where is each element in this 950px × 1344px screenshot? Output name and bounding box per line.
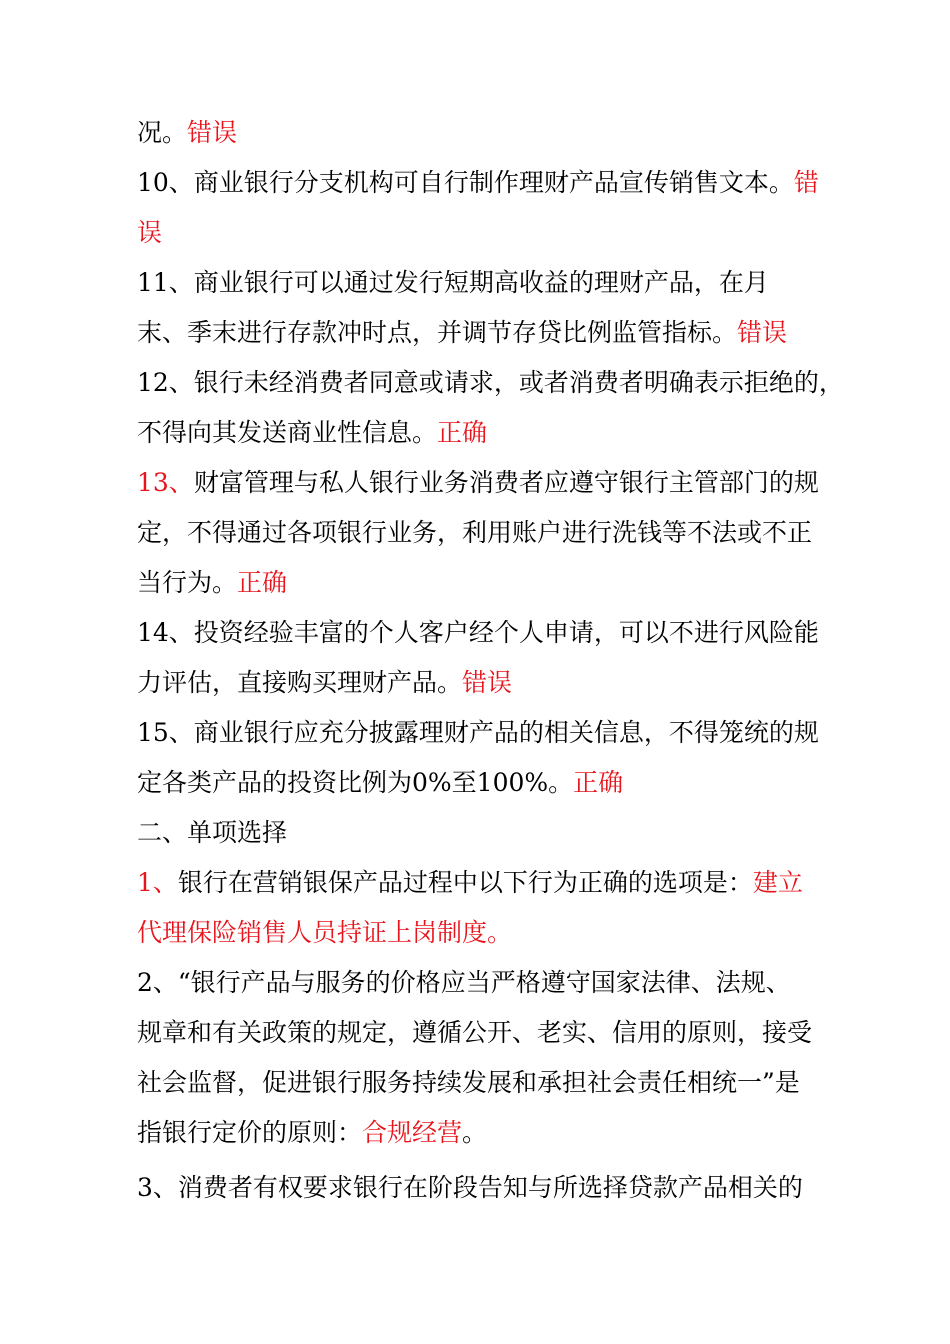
line-text: 银行在营销银保产品过程中以下行为正确的选项是： <box>177 868 753 897</box>
answer-text: 正确 <box>437 418 488 447</box>
line-text: 11、商业银行可以通过发行短期高收益的理财产品，在月 <box>137 268 769 297</box>
line-text: 2、“银行产品与服务的价格应当严格遵守国家法律、法规、 <box>137 968 791 997</box>
answer-text: 错误 <box>737 318 788 347</box>
text-line-1 <box>137 113 237 153</box>
text-line-10 <box>137 563 287 603</box>
line-text: 二、单项选择 <box>137 818 288 847</box>
line-text: 力评估，直接购买理财产品。 <box>137 668 463 697</box>
answer-text: 正确 <box>573 768 624 797</box>
text-line-20 <box>137 1063 800 1103</box>
line-text: 指银行定价的原则： <box>137 1118 363 1147</box>
line-text: 10、商业银行分支机构可自行制作理财产品宣传销售文本。 <box>137 168 794 197</box>
line-text: 不得向其发送商业性信息。 <box>137 418 438 447</box>
answer-text: 误 <box>137 218 163 247</box>
line-text: 规章和有关政策的规定，遵循公开、老实、信用的原则，接受 <box>137 1018 813 1047</box>
text-line-19 <box>137 1013 812 1053</box>
line-text: 定，不得通过各项银行业务，利用账户进行洗钱等不法或不正 <box>137 518 813 547</box>
text-line-4 <box>137 263 769 303</box>
answer-text: 错误 <box>462 668 513 697</box>
text-line-6 <box>137 363 844 403</box>
text-line-22 <box>137 1168 803 1208</box>
text-line-12 <box>137 663 512 703</box>
line-text: 况。 <box>137 118 188 147</box>
line-text: 定各类产品的投资比例为0%至100%。 <box>137 768 574 797</box>
line-text: 15、商业银行应充分披露理财产品的相关信息，不得笼统的规 <box>137 718 819 747</box>
question-number: 1、 <box>137 868 178 897</box>
line-text: 3、消费者有权要求银行在阶段告知与所选择贷款产品相关的 <box>137 1173 803 1202</box>
line-text: 14、投资经验丰富的个人客户经个人申请，可以不进行风险能 <box>137 618 819 647</box>
section-heading <box>137 813 287 853</box>
text-line-7 <box>137 413 487 453</box>
text-line-16 <box>137 863 803 903</box>
answer-text: 合规经营 <box>362 1118 463 1147</box>
answer-text: 错误 <box>187 118 238 147</box>
question-number: 13、 <box>137 468 194 497</box>
line-text: 当行为。 <box>137 568 238 597</box>
answer-text: 错 <box>793 168 819 197</box>
text-line-2 <box>137 163 819 203</box>
text-line-17 <box>137 913 512 953</box>
text-line-3 <box>137 213 162 253</box>
text-line-8 <box>137 463 819 503</box>
answer-text: 正确 <box>237 568 288 597</box>
answer-text: 代理保险销售人员持证上岗制度。 <box>137 918 513 947</box>
line-text: 末、季末进行存款冲时点，并调节存贷比例监管指标。 <box>137 318 738 347</box>
text-line-18 <box>137 963 791 1003</box>
text-line-13 <box>137 713 819 753</box>
text-line-9 <box>137 513 812 553</box>
line-suffix: 。 <box>462 1118 488 1147</box>
text-line-5 <box>137 313 787 353</box>
text-line-11 <box>137 613 819 653</box>
text-line-14 <box>137 763 623 803</box>
answer-text: 建立 <box>752 868 803 897</box>
line-text: 财富管理与私人银行业务消费者应遵守银行主管部门的规 <box>193 468 819 497</box>
line-text: 12、银行未经消费者同意或请求，或者消费者明确表示拒绝的， <box>137 368 844 397</box>
text-line-21 <box>137 1113 487 1153</box>
line-text: 社会监督，促进银行服务持续发展和承担社会责任相统一”是 <box>137 1068 800 1097</box>
